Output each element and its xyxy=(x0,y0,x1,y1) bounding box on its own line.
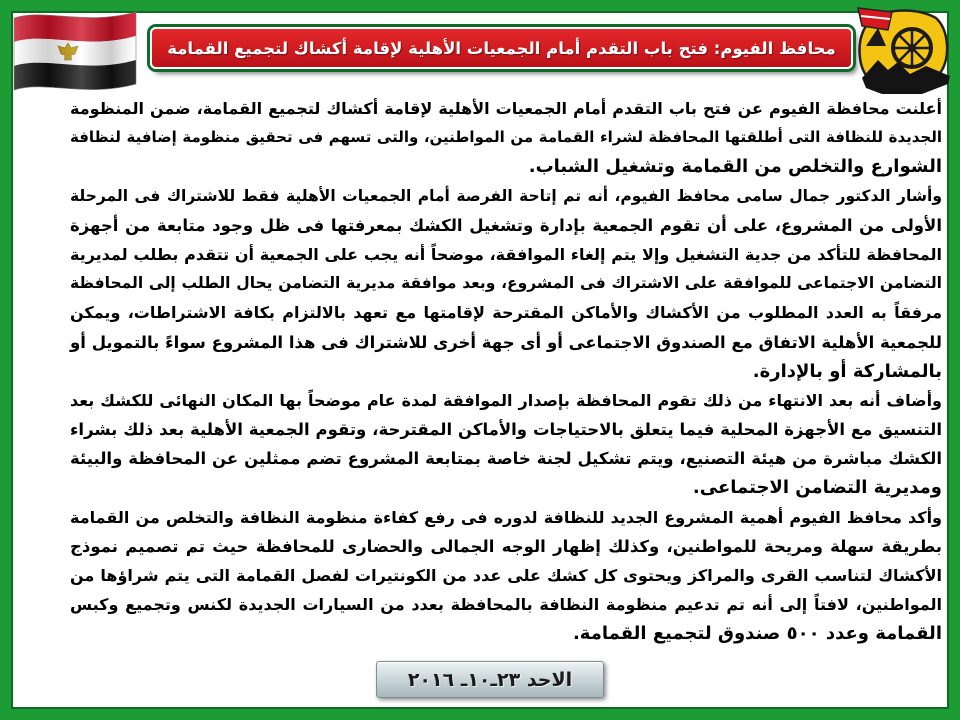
title-banner xyxy=(150,27,853,69)
body-line xyxy=(70,386,942,415)
body-line xyxy=(70,415,942,444)
body-line-text: ومديرية التضامن الاجتماعى. xyxy=(692,477,942,499)
body-line-text: الأكشاك لتناسب القرى والمراكز ويحتوى كل كشك على عدد من الكونتيرات لفصل القمامة التى يتم شراؤها من xyxy=(70,566,942,585)
body-line xyxy=(70,152,942,181)
paragraph xyxy=(70,386,942,503)
body-line xyxy=(70,619,942,648)
body-line-text: التضامن الاجتماعى للموافقة على الاشتراك فى المشروع، وبعد موافقة مديرية التضامن يحال الطلب إلى المحافظة xyxy=(70,274,942,293)
body-line-text: التنسيق مع الأجهزة المحلية فيما يتعلق بالاحتياجات والأماكن المقترحة، وتقوم الجمعية الأهلية بعد ذلك بشراء xyxy=(70,420,942,440)
body-line-text: وأكد محافظ الفيوم أهمية المشروع الجديد للنظافة لدوره فى رفع كفاءة منظومة النظافة والتخلص من القمامة xyxy=(70,507,942,527)
body-line-text: وأشار الدكتور جمال سامى محافظ الفيوم، أنه تم إتاحة الفرصة أمام الجمعيات الأهلية فقط للاشتراك فى المرحلة xyxy=(70,186,942,205)
paragraph xyxy=(70,94,942,182)
body-line xyxy=(70,240,942,269)
body-line-text: أعلنت محافظة الفيوم عن فتح باب التقدم أمام الجمعيات الأهلية لإقامة أكشاك لتجميع القمامة، ضمن المنظومة xyxy=(70,99,942,118)
paragraph xyxy=(70,182,942,386)
body-line xyxy=(70,328,942,357)
body-line-text: بالمشاركة أو بالإدارة. xyxy=(752,360,942,382)
body-line-text: بطريقة سهلة ومريحة للمواطنين، وكذلك إظهار الوجه الجمالى والحضارى للمحافظة حيث تم تصميم نموذج xyxy=(70,536,942,556)
body-line xyxy=(70,211,942,240)
egypt-flag-icon xyxy=(8,8,142,100)
paragraph xyxy=(70,503,942,649)
body-line xyxy=(70,123,942,152)
body-line-text: للجمعية الأهلية الاتفاق مع الصندوق الاجتماعى أو أى جهة أخرى للاشتراك فى هذا المشروع سواءً بالتمويل أو xyxy=(70,332,942,352)
body-line-text: مرفقاً به العدد المطلوب من الأكشاك والأماكن المقترحة لإقامتها مع تعهد بالالتزام بكافة الاشتراطات، ويمكن xyxy=(70,303,942,323)
body-line-text: الأولى من المشروع، على أن تقوم الجمعية بإدارة وتشغيل الكشك بمعرفتها فى ظل وجود متابعة من أجهزة xyxy=(70,215,942,235)
date-label xyxy=(377,669,603,691)
body-line-text: الجديدة للنظافة التى أطلقتها المحافظة لشراء القمامة من المواطنين، والتى تسهم فى تحقيق منظومة إضافية لنظافة xyxy=(70,128,942,147)
body-line xyxy=(70,269,942,298)
article-body xyxy=(70,94,942,649)
body-line xyxy=(70,590,942,619)
body-line xyxy=(70,182,942,211)
body-line xyxy=(70,503,942,532)
body-line xyxy=(70,298,942,327)
body-line-text: القمامة وعدد ٥٠٠ صندوق لتجميع القمامة. xyxy=(572,623,942,645)
body-line-text: الكشك مباشرة من هيئة التصنيع، ويتم تشكيل لجنة خاصة بمتابعة المشروع تضم ممثلين عن المحافظة والبيئة xyxy=(70,449,942,469)
date-text: الاحد ٢٣ـ١٠ـ ٢٠١٦ xyxy=(407,668,573,691)
fayoum-governorate-logo-icon xyxy=(852,4,952,98)
page-title-text: محافظ الفيوم: فتح باب التقدم أمام الجمعيات الأهلية لإقامة أكشاك لتجميع القمامة xyxy=(167,38,836,58)
body-line xyxy=(70,473,942,502)
date-box xyxy=(376,661,604,698)
page-title xyxy=(152,39,851,58)
body-line xyxy=(70,532,942,561)
body-line-text: الشوارع والتخلص من القمامة وتشغيل الشباب. xyxy=(528,156,942,178)
body-line xyxy=(70,94,942,123)
body-line xyxy=(70,561,942,590)
body-line xyxy=(70,357,942,386)
body-line-text: وأضاف أنه بعد الانتهاء من ذلك تقوم المحافظة بإصدار الموافقة لمدة عام موضحاً بها المكان النهائى للكشك بعد xyxy=(70,390,942,410)
body-line xyxy=(70,444,942,473)
body-line-text: المواطنين، لافتاً إلى أنه تم تدعيم منظومة النظافة بالمحافظة بعدد من السيارات الجديدة لكنس وتجميع وكبس xyxy=(70,595,942,615)
body-line-text: المحافظة للتأكد من جدية التشغيل وإلا يتم إلغاء الموافقة، موضحاً أنه يجب على الجمعية أن تتقدم بطلب لمديرية xyxy=(70,244,942,264)
